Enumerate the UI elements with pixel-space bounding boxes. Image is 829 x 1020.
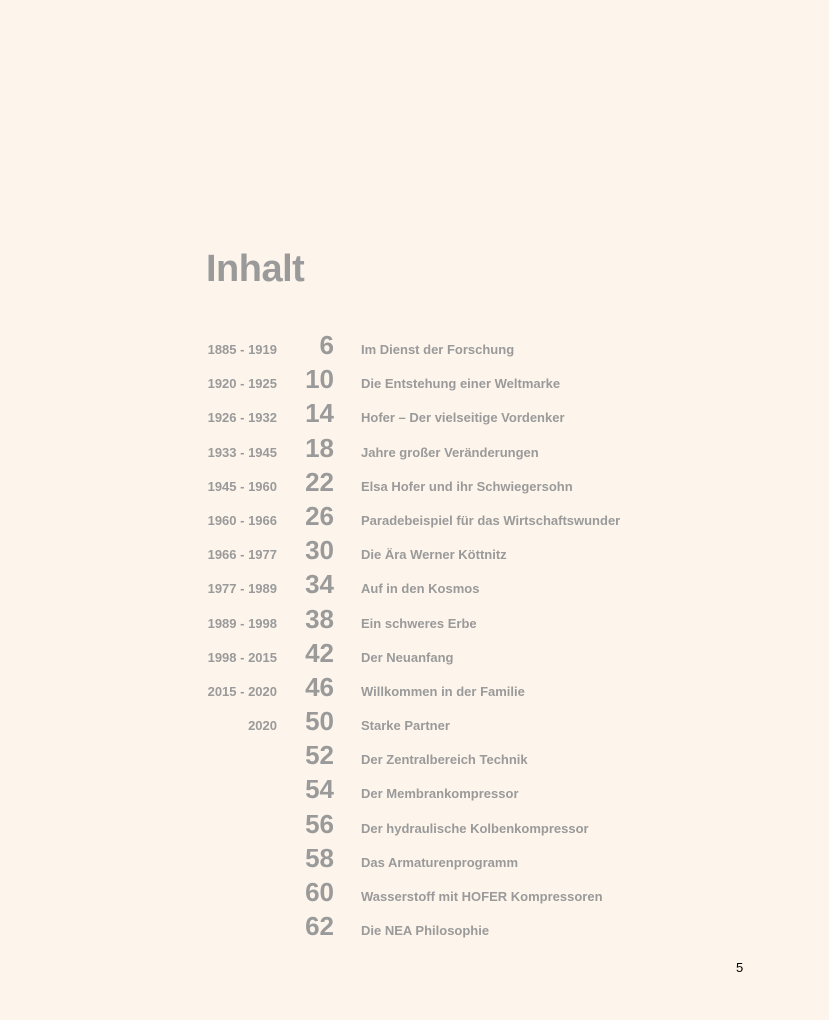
toc-entry-page: 30 <box>305 535 334 566</box>
toc-entry-title: Starke Partner <box>361 718 450 734</box>
toc-entry-title: Die Entstehung einer Weltmarke <box>361 376 561 392</box>
toc-entry-title: Jahre großer Veränderungen <box>361 444 539 460</box>
toc-entry-page: 34 <box>305 569 334 600</box>
toc-entry <box>206 672 686 706</box>
table-of-contents <box>206 330 686 945</box>
toc-entry-years: 1960 - 1966 <box>207 512 277 528</box>
toc-entry <box>206 774 686 808</box>
toc-entry-years: 1933 - 1945 <box>207 444 277 460</box>
toc-entry-page: 18 <box>305 432 334 463</box>
toc-entry-years: 1945 - 1960 <box>207 478 277 494</box>
toc-entry <box>206 501 686 535</box>
toc-entry-title: Der hydraulische Kolbenkompressor <box>361 820 589 836</box>
toc-entry-years: 1926 - 1932 <box>207 410 277 426</box>
toc-entry-title: Der Membrankompressor <box>361 786 519 802</box>
toc-entry-years: 1977 - 1989 <box>207 581 277 597</box>
toc-entry-page: 60 <box>305 877 334 907</box>
toc-entry-page: 38 <box>305 603 334 634</box>
toc-entry-page: 46 <box>305 671 334 702</box>
toc-entry-title: Im Dienst der Forschung <box>361 342 515 357</box>
toc-entry-years: 1998 - 2015 <box>207 649 277 665</box>
toc-entry-years: 1966 - 1977 <box>207 547 277 563</box>
toc-entry-title: Der Zentralbereich Technik <box>361 752 528 768</box>
toc-entry-page: 56 <box>305 808 334 839</box>
toc-entry-title: Das Armaturenprogramm <box>361 854 519 870</box>
toc-entry <box>206 740 686 774</box>
toc-entry-title: Wasserstoff mit HOFER Kompressoren <box>361 889 603 904</box>
toc-entry-page: 22 <box>305 466 334 497</box>
toc-entry <box>206 604 686 638</box>
toc-entry-title: Ein schweres Erbe <box>361 615 477 631</box>
toc-entry-page: 10 <box>305 364 334 395</box>
toc-entry-title: Der Neuanfang <box>361 649 454 665</box>
toc-entry <box>206 433 686 467</box>
toc-entry-page: 52 <box>305 740 334 771</box>
toc-entry-title: Die NEA Philosophie <box>361 923 490 939</box>
toc-entry <box>206 911 686 945</box>
toc-entry <box>206 364 686 398</box>
toc-entry-page: 14 <box>305 398 334 429</box>
toc-entry-years: 2020 <box>248 718 277 734</box>
toc-entry-title: Elsa Hofer und ihr Schwiegersohn <box>361 478 573 494</box>
toc-entry-page: 42 <box>305 637 334 668</box>
toc-entry-title: Hofer – Der vielseitige Vordenker <box>361 410 565 426</box>
toc-entry-page: 50 <box>305 706 334 737</box>
toc-entry <box>206 843 686 877</box>
toc-entry <box>206 467 686 501</box>
toc-entry-title: Die Ära Werner Köttnitz <box>361 547 507 563</box>
toc-entry <box>206 877 686 911</box>
toc-entry-page: 26 <box>305 500 334 531</box>
toc-entry-title: Willkommen in der Familie <box>361 683 525 699</box>
toc-entry <box>206 535 686 569</box>
toc-entry <box>206 809 686 843</box>
toc-entry-years: 1989 - 1998 <box>207 615 277 631</box>
toc-entry <box>206 638 686 672</box>
toc-entry-years: 1885 - 1919 <box>207 342 277 357</box>
toc-entry <box>206 330 686 364</box>
toc-entry-title: Auf in den Kosmos <box>361 581 480 597</box>
toc-entry-years: 2015 - 2020 <box>207 683 277 699</box>
toc-entry-page: 6 <box>319 330 334 360</box>
page-title: Inhalt <box>206 248 305 290</box>
toc-entry <box>206 569 686 603</box>
toc-entry-page: 62 <box>305 911 334 942</box>
toc-entry <box>206 398 686 432</box>
toc-entry-title: Paradebeispiel für das Wirtschaftswunder <box>361 512 621 528</box>
page-number: 5 <box>736 960 744 975</box>
toc-entry-page: 54 <box>305 774 334 805</box>
toc-entry-years: 1920 - 1925 <box>207 376 277 392</box>
toc-entry <box>206 706 686 740</box>
toc-entry-page: 58 <box>305 842 334 873</box>
